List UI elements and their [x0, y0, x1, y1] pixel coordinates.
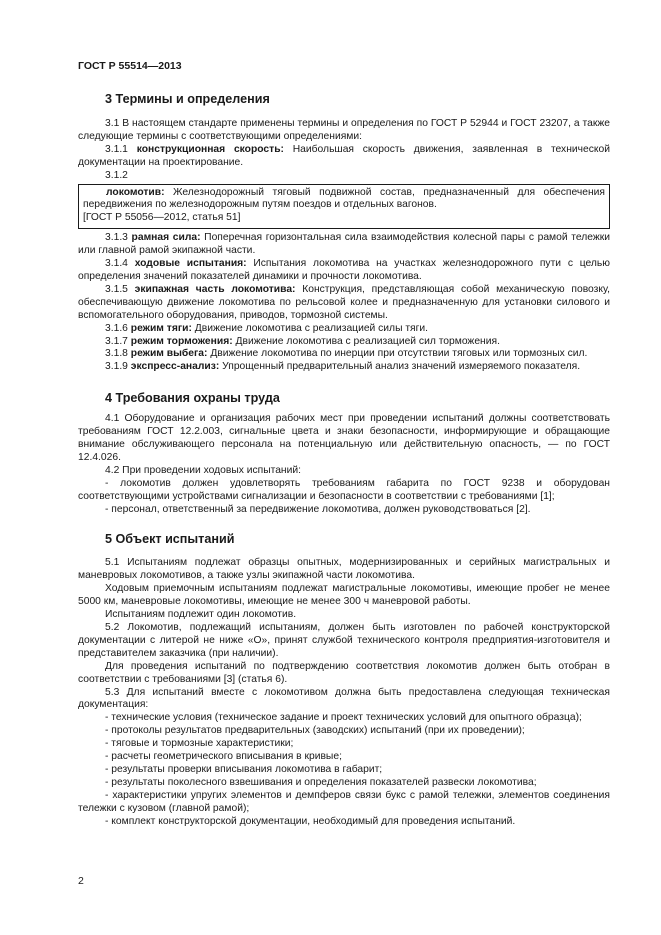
- term-definition: Движение локомотива с реализацией сил торможения.: [235, 335, 500, 347]
- list-item: - расчеты геометрического вписывания в кривые;: [105, 751, 342, 763]
- list-item: - комплект конструкторской документации, необходимый для проведения испытаний.: [105, 815, 516, 827]
- term-3-1-9: [78, 361, 610, 374]
- term-3-1-2-number: 3.1.2: [105, 169, 128, 181]
- term-number: 3.1.3: [105, 232, 128, 244]
- list-item: - протоколы результатов предварительных (заводских) испытаний (при их проведении);: [105, 725, 525, 737]
- paragraph-5-2-selection: Для проведения испытаний по подтверждению соответствия локомотив должен быть отобран в соответствии с требованиями [3] (статья 6).: [78, 660, 610, 685]
- list-item: - характеристики упругих элементов и демпферов связи букс с рамой тележки, элементов соединения тележки с кузовом (главной рамой);: [78, 789, 610, 814]
- term-name: рамная сила:: [131, 232, 201, 244]
- page-number: 2: [78, 875, 84, 887]
- term-number: 3.1.6: [105, 322, 128, 334]
- term-3-1-3: [78, 232, 610, 258]
- term-reference: [ГОСТ Р 55056—2012, статья 51]: [83, 212, 241, 224]
- term-name: экспресс-анализ:: [130, 361, 220, 373]
- document-body: [78, 91, 610, 829]
- paragraph-5-1: 5.1 Испытаниям подлежат образцы опытных, модернизированных и серийных магистральных и маневровых локомотивов, а также узлы экипажной части локомотива.: [78, 557, 610, 582]
- term-name: режим выбега:: [130, 348, 208, 360]
- section-5-title: 5 Объект испытаний: [105, 532, 235, 547]
- paragraph-5-3: 5.3 Для испытаний вместе с локомотивом должна быть предоставлена следующая техническая документация:: [78, 686, 610, 711]
- list-item: - персонал, ответственный за передвижение локомотива, должен руководствоваться [2].: [105, 503, 531, 515]
- term-definition: Испытания локомотива на участках железнодорожного пути с целью определения значений показателей динамики и прочности локомотива.: [78, 258, 610, 282]
- paragraph-5-1-mileage: Ходовым приемочным испытаниям подлежат магистральные локомотивы, имеющие пробег не менее 5000 км, маневровые локомотивы, имеющие не менее 300 ч маневровой работы.: [78, 583, 610, 608]
- list-item: - технические условия (техническое задание и проект технических условий для опытного образца);: [105, 712, 582, 724]
- paragraph-5-2: 5.2 Локомотив, подлежащий испытаниям, должен быть изготовлен по рабочей конструкторской документации с литерой не ниже «О», принят службой технического контроля предприятия-изготовителя и представителем заказчика (при наличии).: [78, 622, 610, 659]
- term-definition: Упрощенный предварительный анализ значений измеряемого показателя.: [222, 361, 581, 373]
- standard-header: ГОСТ Р 55514—2013: [78, 60, 182, 72]
- section-4-title: 4 Требования охраны труда: [105, 391, 280, 406]
- term-name: конструкционная скорость:: [136, 143, 284, 155]
- term-3-1-8: [78, 348, 610, 361]
- list-item: - тяговые и тормозные характеристики;: [105, 738, 294, 750]
- list-item: - результаты проверки вписывания локомотива в габарит;: [105, 763, 383, 775]
- paragraph-4-1: 4.1 Оборудование и организация рабочих мест при проведении испытаний должны соответствовать требованиям ГОСТ 12.2.003, сигнальные цвета и знаки безопасности, информирующие и обращающие внимание обслуживающего персонала на потенциальную или действительную опасность, — по ГОСТ 12.4.026.: [78, 413, 610, 463]
- term-number: 3.1.9: [105, 361, 128, 373]
- term-3-1-1: [78, 144, 610, 170]
- term-3-1-7: [78, 336, 610, 349]
- paragraph-3-1: 3.1 В настоящем стандарте применены термины и определения по ГОСТ Р 52944 и ГОСТ 23207, а также следующие термины с соответствующими определениями:: [78, 118, 610, 142]
- term-definition: Поперечная горизонтальная сила взаимодействия колесной пары с рамой тележки или главной рамой экипажной части.: [78, 232, 610, 257]
- term-definition: Движение локомотива по инерции при отсутствии тяговых или тормозных сил.: [210, 348, 588, 360]
- term-number: 3.1.1: [105, 143, 128, 155]
- term-number: 3.1.5: [105, 283, 128, 295]
- term-definition: Конструкция, представляющая собой механическую повозку, обеспечивающую движение локомотива по рельсовой колее и предназначенную для установки силового и вспомогательного оборудования, приводов, тормозной системы.: [78, 283, 610, 321]
- term-3-1-2-box: [78, 184, 610, 230]
- term-number: 3.1.7: [105, 335, 128, 347]
- list-item: - результаты поколесного взвешивания и определения показателей развески локомотива;: [105, 776, 537, 788]
- term-number: 3.1.8: [105, 348, 128, 360]
- paragraph-5-1-count: Испытаниям подлежит один локомотив.: [105, 609, 297, 621]
- list-item: - локомотив должен удовлетворять требованиям габарита по ГОСТ 9238 и оборудован соответствующими устройствами сигнализации и безопасности в соответствии с требованиями [1];: [78, 477, 610, 502]
- term-3-1-6: [78, 323, 610, 336]
- section-3-title: 3 Термины и определения: [105, 92, 270, 106]
- term-definition: Наибольшая скорость движения, заявленная в технической документации на проектирование.: [78, 143, 610, 168]
- term-name: экипажная часть локомотива:: [134, 283, 296, 295]
- term-3-1-5: [78, 284, 610, 323]
- term-name: режим торможения:: [130, 335, 233, 347]
- term-name: ходовые испытания:: [134, 258, 247, 270]
- term-3-1-2: [83, 187, 605, 213]
- term-3-1-4: [78, 258, 610, 284]
- term-name: локомотив:: [106, 186, 165, 198]
- term-definition: Движение локомотива с реализацией силы тяги.: [194, 322, 428, 334]
- paragraph-4-2: 4.2 При проведении ходовых испытаний:: [105, 464, 301, 476]
- term-number: 3.1.4: [105, 258, 128, 270]
- term-name: режим тяги:: [130, 322, 192, 334]
- term-definition: Железнодорожный тяговый подвижной состав, предназначенный для обеспечения передвижения по железнодорожным путям поездов и отдельных вагонов.: [83, 186, 605, 211]
